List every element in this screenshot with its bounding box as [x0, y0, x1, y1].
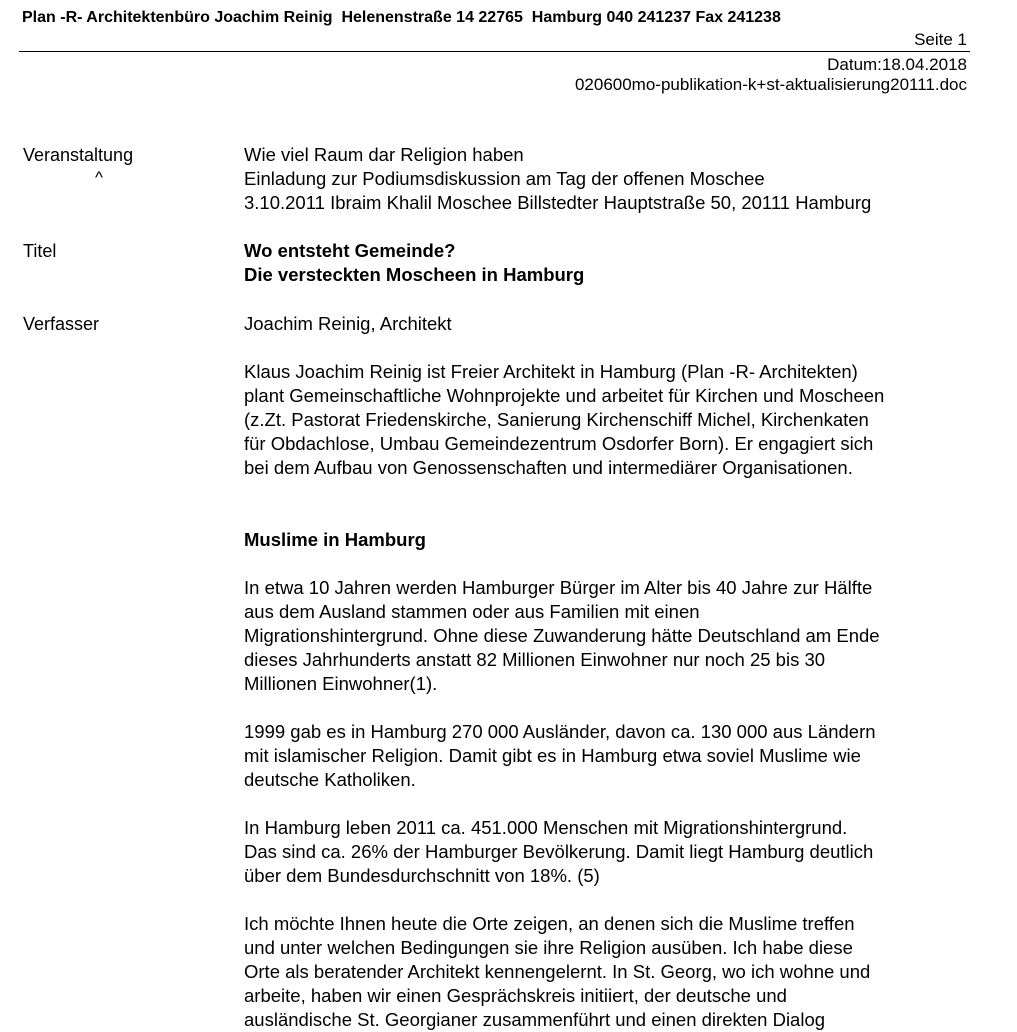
- title-line: Wo entsteht Gemeinde?: [244, 240, 456, 261]
- event-line: Wie viel Raum dar Religion haben: [244, 144, 524, 165]
- section-heading: Muslime in Hamburg: [244, 529, 426, 550]
- document-date: Datum:18.04.2018: [827, 55, 967, 74]
- caret-mark: ^: [95, 168, 103, 187]
- label-titel: Titel: [23, 241, 57, 261]
- page-number: Seite 1: [914, 30, 967, 49]
- paragraph-line: und unter welchen Bedingungen sie ihre Religion ausüben. Ich habe diese: [244, 937, 853, 958]
- paragraph-line: Migrationshintergrund. Ohne diese Zuwanderung hätte Deutschland am Ende: [244, 625, 880, 646]
- letterhead: Plan -R- Architektenbüro Joachim Reinig Helenenstraße 14 22765 Hamburg 040 241237 Fax 241238: [22, 9, 781, 26]
- paragraph-line: 1999 gab es in Hamburg 270 000 Ausländer, davon ca. 130 000 aus Ländern: [244, 721, 876, 742]
- title-line: Die versteckten Moscheen in Hamburg: [244, 264, 585, 285]
- paragraph-line: ausländische St. Georgianer zusammenführt und einen direkten Dialog: [244, 1009, 826, 1030]
- document-filename: 020600mo-publikation-k+st-aktualisierung20111.doc: [574, 75, 967, 94]
- label-veranstaltung: Veranstaltung: [23, 145, 134, 165]
- paragraph-line: Millionen Einwohner(1).: [244, 673, 438, 694]
- paragraph-line: über dem Bundesdurchschnitt von 18%. (5): [244, 865, 600, 886]
- paragraph: [244, 912, 984, 1032]
- title-block: [244, 239, 984, 287]
- paragraph-line: Das sind ca. 26% der Hamburger Bevölkerung. Damit liegt Hamburg deutlich: [244, 841, 874, 862]
- bio-line: (z.Zt. Pastorat Friedenskirche, Sanierung Kirchenschiff Michel, Kirchenkaten: [244, 409, 869, 430]
- paragraph-line: Orte als beratender Architekt kennengelernt. In St. Georg, wo ich wohne und: [244, 961, 871, 982]
- paragraph: [244, 816, 984, 888]
- paragraph: [244, 576, 984, 696]
- paragraph-line: mit islamischer Religion. Damit gibt es in Hamburg etwa soviel Muslime wie: [244, 745, 861, 766]
- paragraph: [244, 720, 984, 792]
- header-divider: [19, 51, 970, 52]
- event-line: 3.10.2011 Ibraim Khalil Moschee Billstedter Hauptstraße 50, 20111 Hamburg: [244, 192, 872, 213]
- paragraph-line: Ich möchte Ihnen heute die Orte zeigen, an denen sich die Muslime treffen: [244, 913, 855, 934]
- bio-line: für Obdachlose, Umbau Gemeindezentrum Osdorfer Born). Er engagiert sich: [244, 433, 874, 454]
- paragraph-line: arbeite, haben wir einen Gesprächskreis initiiert, der deutsche und: [244, 985, 787, 1006]
- paragraph-line: aus dem Ausland stammen oder aus Familien mit einen: [244, 601, 700, 622]
- paragraph-line: deutsche Katholiken.: [244, 769, 416, 790]
- author-bio: [244, 360, 984, 480]
- event-block: [244, 143, 984, 215]
- author-name: Joachim Reinig, Architekt: [244, 313, 452, 334]
- paragraph-line: In Hamburg leben 2011 ca. 451.000 Menschen mit Migrationshintergrund.: [244, 817, 848, 838]
- paragraph-line: dieses Jahrhunderts anstatt 82 Millionen Einwohner nur noch 25 bis 30: [244, 649, 826, 670]
- event-line: Einladung zur Podiumsdiskussion am Tag der offenen Moschee: [244, 168, 765, 189]
- bio-line: Klaus Joachim Reinig ist Freier Architekt in Hamburg (Plan -R- Architekten): [244, 361, 858, 382]
- label-verfasser: Verfasser: [23, 314, 100, 334]
- paragraph-line: In etwa 10 Jahren werden Hamburger Bürger im Alter bis 40 Jahre zur Hälfte: [244, 577, 873, 598]
- bio-line: bei dem Aufbau von Genossenschaften und intermediärer Organisationen.: [244, 457, 853, 478]
- bio-line: plant Gemeinschaftliche Wohnprojekte und arbeitet für Kirchen und Moscheen: [244, 385, 885, 406]
